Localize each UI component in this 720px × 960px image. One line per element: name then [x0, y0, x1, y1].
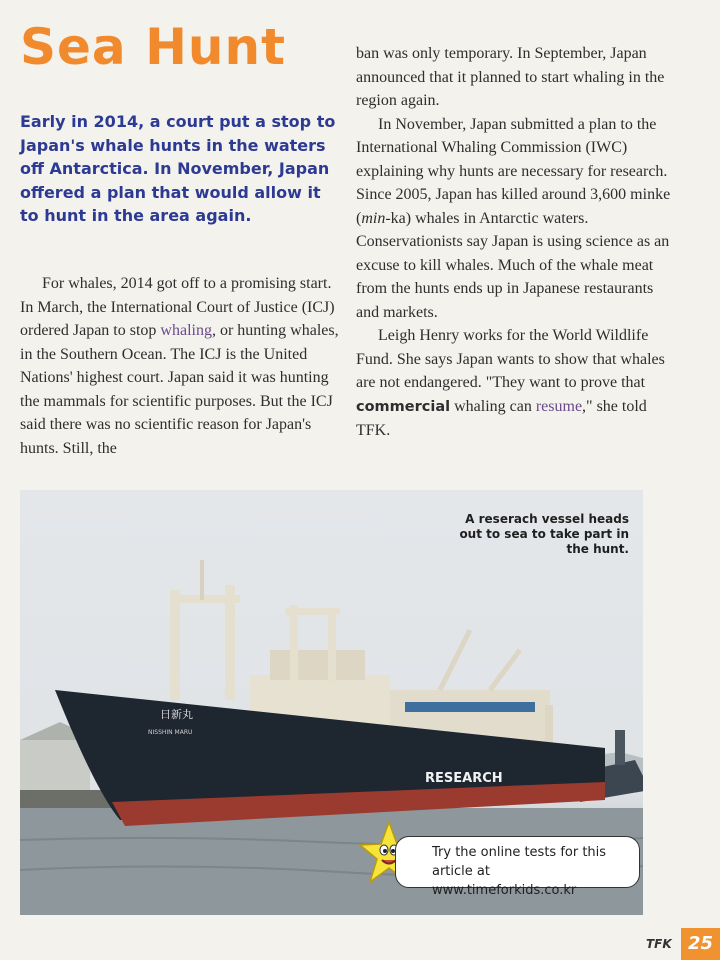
escort-ship-mast	[615, 730, 625, 765]
paragraph-3: Leigh Henry works for the World Wildlife Fund. She says Japan wants to show that whales are not endangered. "They want to prove that commercial whaling can resume," she told TFK.	[356, 327, 665, 439]
hull-research-text: RESEARCH	[425, 771, 503, 786]
text-column-left	[20, 272, 342, 460]
promo-line-1: Try the online tests for this	[432, 845, 607, 860]
vocab-word-whaling[interactable]: whaling	[160, 322, 212, 339]
crane-boom	[170, 595, 240, 603]
antenna	[200, 560, 204, 600]
crane-mast	[328, 608, 336, 683]
paragraph-2: In November, Japan submitted a plan to the International Whaling Commission (IWC) explaining why hunts are necessary for research. Since 2005, Japan has killed around 3,600 minke (min-ka) whales in Antarctic waters. Conservationists say Japan is using science as an excuse to kill whales. Much of the whale meat from the hunts ends up in Japanese restaurants and markets.	[356, 115, 671, 321]
photo-caption: A reserach vessel heads out to sea to take part in the hunt.	[459, 512, 629, 556]
aft-windows	[405, 702, 535, 712]
promo-line-2: article at www.timeforkids.co.kr	[432, 864, 577, 898]
article-title: Sea Hunt	[20, 18, 287, 76]
paragraph-1: For whales, 2014 got off to a promising start. In March, the International Court of Justice (ICJ) ordered Japan to stop whaling, or hunting whales, in the Southern Ocean. The ICJ is the United Nations' highest court. Japan said it was hunting the mammals for scientific purposes. But the ICJ said there was no scientific reason for Japan's hunts. Still, the	[20, 275, 339, 457]
online-test-promo[interactable]	[395, 836, 640, 898]
crane-boom	[285, 608, 340, 615]
vocab-word-resume[interactable]: resume	[535, 397, 583, 415]
footer-brand: TFK	[646, 937, 672, 951]
crane-mast	[290, 605, 298, 680]
crane-arm	[490, 650, 520, 690]
text-column-right	[356, 42, 676, 443]
page-number: 25	[681, 928, 720, 960]
article-dek: Early in 2014, a court put a stop to Japan's whale hunts in the waters off Antarctica. In November, Japan offered a plan that would allow it to hunt in the area again.	[20, 112, 336, 225]
bridge-upper	[270, 650, 365, 680]
paragraph-1-continued: ban was only temporary. In September, Japan announced that it planned to start whaling in the region again.	[356, 45, 665, 109]
bold-word-commercial: commercial	[356, 398, 451, 415]
bow-subname-text: NISSHIN MARU	[148, 729, 193, 736]
crane-arm	[440, 630, 470, 690]
promo-url-link[interactable]: www.timeforkids.co.kr	[432, 883, 577, 898]
bow-name-text: 日新丸	[160, 708, 193, 721]
crane-mast	[170, 590, 180, 700]
